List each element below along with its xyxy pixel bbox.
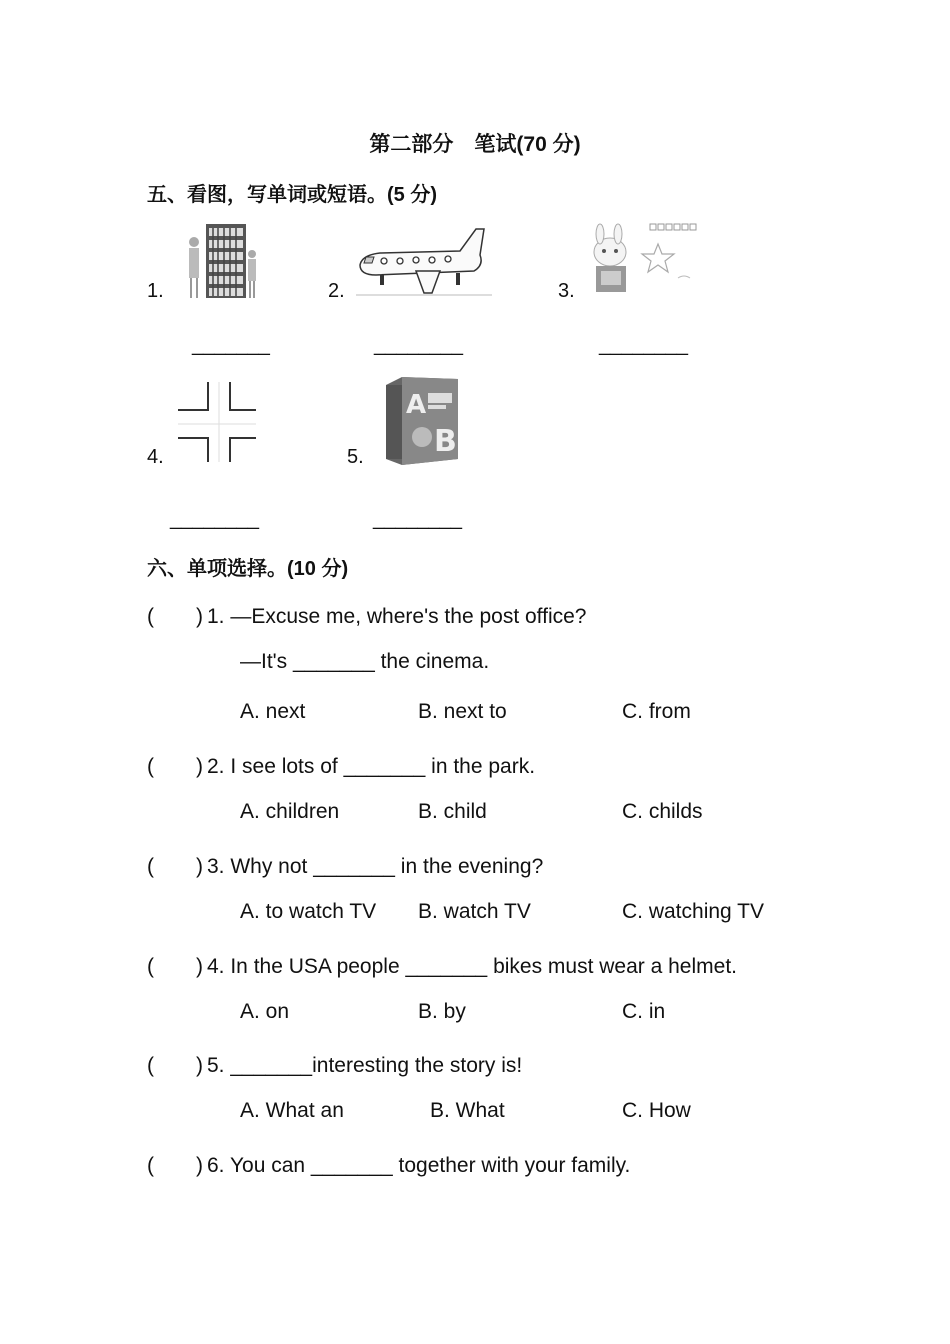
page-title: 第二部分 笔试(70 分) (369, 133, 581, 156)
answer-parentheses[interactable]: ( ) (147, 1054, 203, 1077)
question-6 (147, 1149, 630, 1179)
dictionary-picture (380, 375, 462, 467)
item-number: 1. (147, 280, 164, 302)
bookshelf-picture (180, 222, 260, 300)
option-c[interactable]: C. watching TV (622, 900, 765, 923)
question-1 (147, 600, 586, 630)
option-a[interactable]: A. next (240, 700, 306, 723)
question-stem: 5. _______interesting the story is! (207, 1054, 523, 1077)
option-c[interactable]: C. in (622, 1000, 666, 1023)
crossroads-picture (176, 380, 258, 464)
option-b[interactable]: B. watch TV (418, 900, 531, 923)
question-2 (147, 750, 535, 780)
svg-text:A: A (406, 390, 427, 420)
answer-parentheses[interactable]: ( ) (147, 605, 203, 628)
question-stem: 4. In the USA people _______ bikes must wear a helmet. (207, 955, 737, 978)
option-b[interactable]: B. next to (418, 700, 507, 723)
svg-text:B: B (434, 424, 457, 459)
question-stem: 6. You can _______ together with your family. (207, 1154, 631, 1177)
question-5 (147, 1049, 522, 1079)
item-number: 4. (147, 446, 164, 468)
option-c[interactable]: C. childs (622, 800, 703, 823)
question-stem: 1. —Excuse me, where's the post office? (207, 605, 587, 628)
section-five-heading: 五、看图，写单词或短语。(5 分) (147, 184, 437, 206)
answer-parentheses[interactable]: ( ) (147, 955, 203, 978)
answer-blank: _______ (192, 334, 270, 356)
item-number: 3. (558, 280, 575, 302)
item-number: 5. (347, 446, 364, 468)
option-a[interactable]: A. children (240, 800, 340, 823)
answer-parentheses[interactable]: ( ) (147, 855, 203, 878)
airplane-picture (356, 225, 492, 299)
option-a[interactable]: A. to watch TV (240, 900, 377, 923)
question-4 (147, 950, 737, 980)
answer-blank: ________ (374, 334, 463, 356)
answer-parentheses[interactable]: ( ) (147, 1154, 203, 1177)
question-stem: 3. Why not _______ in the evening? (207, 855, 544, 878)
option-c[interactable]: C. from (622, 700, 691, 723)
question-stem-line2: —It's _______ the cinema. (240, 650, 490, 673)
option-c[interactable]: C. How (622, 1099, 691, 1122)
option-b[interactable]: B. by (418, 1000, 466, 1023)
question-stem: 2. I see lots of _______ in the park. (207, 755, 536, 778)
item-number: 2. (328, 280, 345, 302)
option-b[interactable]: B. child (418, 800, 487, 823)
answer-parentheses[interactable]: ( ) (147, 755, 203, 778)
section-six-heading: 六、单项选择。(10 分) (147, 558, 349, 580)
answer-blank: ________ (373, 508, 462, 530)
option-b[interactable]: B. What (430, 1099, 505, 1122)
option-a[interactable]: A. on (240, 1000, 290, 1023)
answer-blank: ________ (599, 334, 688, 356)
postcard-picture (588, 222, 704, 298)
question-3 (147, 850, 543, 880)
option-a[interactable]: A. What an (240, 1099, 344, 1122)
answer-blank: ________ (170, 508, 259, 530)
